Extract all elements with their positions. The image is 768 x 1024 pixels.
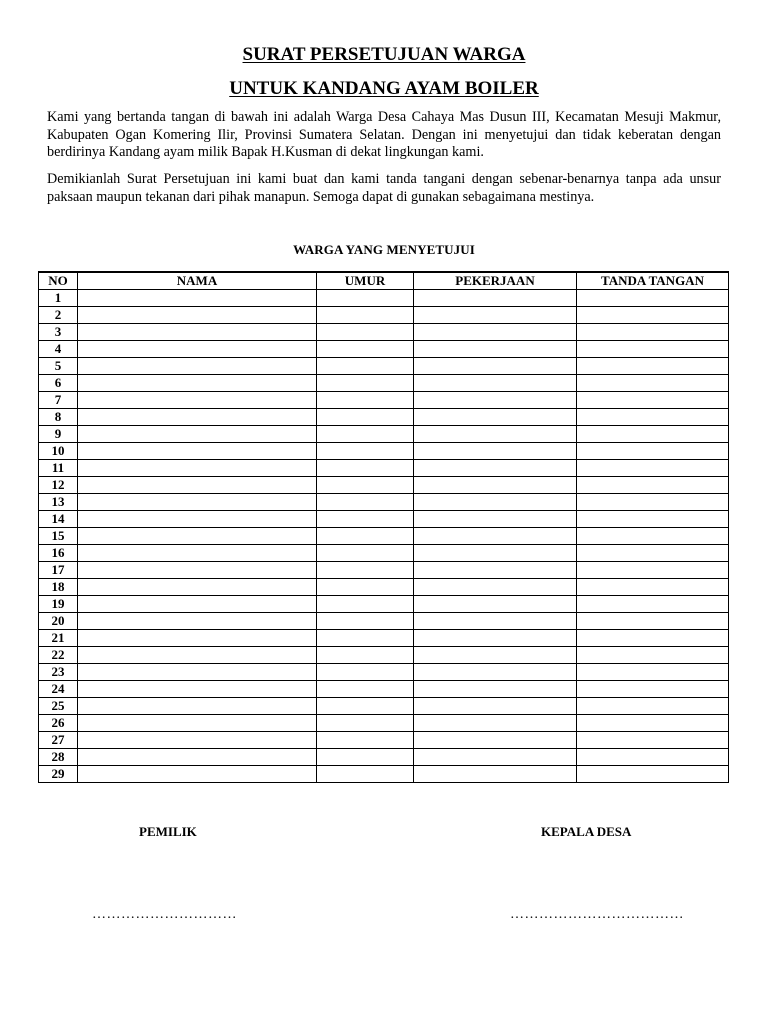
row-number: 16 xyxy=(39,545,78,562)
row-number: 14 xyxy=(39,511,78,528)
tanda-tangan-cell[interactable] xyxy=(577,358,729,375)
umur-cell[interactable] xyxy=(317,715,414,732)
row-number: 2 xyxy=(39,307,78,324)
tanda-tangan-cell[interactable] xyxy=(577,392,729,409)
tanda-tangan-cell[interactable] xyxy=(577,341,729,358)
tanda-tangan-cell[interactable] xyxy=(577,664,729,681)
pekerjaan-cell[interactable] xyxy=(414,358,577,375)
umur-cell[interactable] xyxy=(317,630,414,647)
pekerjaan-cell[interactable] xyxy=(414,307,577,324)
row-number: 5 xyxy=(39,358,78,375)
table-row xyxy=(39,290,729,307)
table-row xyxy=(39,596,729,613)
tanda-tangan-cell[interactable] xyxy=(577,647,729,664)
pekerjaan-cell[interactable] xyxy=(414,409,577,426)
row-number: 4 xyxy=(39,341,78,358)
table-row xyxy=(39,460,729,477)
nama-cell[interactable] xyxy=(78,613,317,630)
row-number: 1 xyxy=(39,290,78,307)
nama-cell[interactable] xyxy=(78,596,317,613)
pekerjaan-cell[interactable] xyxy=(414,375,577,392)
nama-cell[interactable] xyxy=(78,579,317,596)
village-head-signature-line: ……………………………… xyxy=(510,907,684,922)
row-number: 10 xyxy=(39,443,78,460)
tanda-tangan-cell[interactable] xyxy=(577,630,729,647)
pekerjaan-cell[interactable] xyxy=(414,460,577,477)
column-header-pekerjaan: PEKERJAAN xyxy=(414,272,577,290)
table-row xyxy=(39,307,729,324)
pekerjaan-cell[interactable] xyxy=(414,664,577,681)
row-number: 29 xyxy=(39,766,78,783)
umur-cell[interactable] xyxy=(317,732,414,749)
nama-cell[interactable] xyxy=(78,732,317,749)
table-row xyxy=(39,358,729,375)
row-number: 23 xyxy=(39,664,78,681)
table-row xyxy=(39,528,729,545)
pekerjaan-cell[interactable] xyxy=(414,443,577,460)
row-number: 13 xyxy=(39,494,78,511)
umur-cell[interactable] xyxy=(317,460,414,477)
nama-cell[interactable] xyxy=(78,477,317,494)
tanda-tangan-cell[interactable] xyxy=(577,579,729,596)
village-head-label: KEPALA DESA xyxy=(541,824,632,839)
tanda-tangan-cell[interactable] xyxy=(577,409,729,426)
tanda-tangan-cell[interactable] xyxy=(577,698,729,715)
umur-cell[interactable] xyxy=(317,358,414,375)
row-number: 26 xyxy=(39,715,78,732)
row-number: 12 xyxy=(39,477,78,494)
nama-cell[interactable] xyxy=(78,443,317,460)
table-body xyxy=(39,290,729,783)
pekerjaan-cell[interactable] xyxy=(414,749,577,766)
pekerjaan-cell[interactable] xyxy=(414,630,577,647)
table-header-row xyxy=(39,272,729,290)
pekerjaan-cell[interactable] xyxy=(414,545,577,562)
row-number: 8 xyxy=(39,409,78,426)
umur-cell[interactable] xyxy=(317,698,414,715)
umur-cell[interactable] xyxy=(317,681,414,698)
table-row xyxy=(39,375,729,392)
table-row xyxy=(39,511,729,528)
nama-cell[interactable] xyxy=(78,409,317,426)
table-row xyxy=(39,749,729,766)
pekerjaan-cell[interactable] xyxy=(414,579,577,596)
tanda-tangan-cell[interactable] xyxy=(577,324,729,341)
umur-cell[interactable] xyxy=(317,664,414,681)
umur-cell[interactable] xyxy=(317,528,414,545)
column-header-tanda-tangan: TANDA TANGAN xyxy=(577,272,729,290)
row-number: 27 xyxy=(39,732,78,749)
document-subtitle: UNTUK KANDANG AYAM BOILER xyxy=(229,78,539,99)
umur-cell[interactable] xyxy=(317,494,414,511)
pekerjaan-cell[interactable] xyxy=(414,341,577,358)
nama-cell[interactable] xyxy=(78,307,317,324)
umur-cell[interactable] xyxy=(317,613,414,630)
tanda-tangan-cell[interactable] xyxy=(577,307,729,324)
tanda-tangan-cell[interactable] xyxy=(577,460,729,477)
umur-cell[interactable] xyxy=(317,766,414,783)
nama-cell[interactable] xyxy=(78,426,317,443)
resident-approval-table xyxy=(38,271,729,783)
nama-cell[interactable] xyxy=(78,698,317,715)
table-row xyxy=(39,715,729,732)
row-number: 20 xyxy=(39,613,78,630)
table-row xyxy=(39,443,729,460)
tanda-tangan-cell[interactable] xyxy=(577,375,729,392)
umur-cell[interactable] xyxy=(317,426,414,443)
tanda-tangan-cell[interactable] xyxy=(577,596,729,613)
table-row xyxy=(39,477,729,494)
table-row xyxy=(39,562,729,579)
umur-cell[interactable] xyxy=(317,324,414,341)
row-number: 6 xyxy=(39,375,78,392)
table-row xyxy=(39,409,729,426)
umur-cell[interactable] xyxy=(317,392,414,409)
umur-cell[interactable] xyxy=(317,511,414,528)
nama-cell[interactable] xyxy=(78,562,317,579)
table-row xyxy=(39,545,729,562)
column-header-no: NO xyxy=(39,272,78,290)
row-number: 18 xyxy=(39,579,78,596)
nama-cell[interactable] xyxy=(78,494,317,511)
row-number: 17 xyxy=(39,562,78,579)
tanda-tangan-cell[interactable] xyxy=(577,715,729,732)
umur-cell[interactable] xyxy=(317,409,414,426)
owner-signature-line: ………………………… xyxy=(92,907,237,922)
pekerjaan-cell[interactable] xyxy=(414,562,577,579)
nama-cell[interactable] xyxy=(78,749,317,766)
nama-cell[interactable] xyxy=(78,511,317,528)
row-number: 19 xyxy=(39,596,78,613)
table-row xyxy=(39,494,729,511)
row-number: 28 xyxy=(39,749,78,766)
row-number: 22 xyxy=(39,647,78,664)
nama-cell[interactable] xyxy=(78,681,317,698)
table-row xyxy=(39,698,729,715)
tanda-tangan-cell[interactable] xyxy=(577,477,729,494)
pekerjaan-cell[interactable] xyxy=(414,647,577,664)
tanda-tangan-cell[interactable] xyxy=(577,426,729,443)
pekerjaan-cell[interactable] xyxy=(414,426,577,443)
umur-cell[interactable] xyxy=(317,341,414,358)
tanda-tangan-cell[interactable] xyxy=(577,511,729,528)
table-row xyxy=(39,766,729,783)
statement-paragraph: Kami yang bertanda tangan di bawah ini adalah Warga Desa Cahaya Mas Dusun III, Kecamatan Mesuji Makmur, Kabupaten Ogan Komering Ilir, Provinsi Sumatera Selatan. Dengan ini menyetujui dan tidak keberatan dengan berdirinya Kandang ayam milik Bapak H.Kusman di dekat lingkungan kami. xyxy=(47,109,721,160)
nama-cell[interactable] xyxy=(78,324,317,341)
tanda-tangan-cell[interactable] xyxy=(577,749,729,766)
nama-cell[interactable] xyxy=(78,528,317,545)
pekerjaan-cell[interactable] xyxy=(414,392,577,409)
pekerjaan-cell[interactable] xyxy=(414,681,577,698)
tanda-tangan-cell[interactable] xyxy=(577,562,729,579)
nama-cell[interactable] xyxy=(78,375,317,392)
row-number: 25 xyxy=(39,698,78,715)
table-row xyxy=(39,613,729,630)
row-number: 3 xyxy=(39,324,78,341)
pekerjaan-cell[interactable] xyxy=(414,596,577,613)
pekerjaan-cell[interactable] xyxy=(414,698,577,715)
column-header-nama: NAMA xyxy=(78,272,317,290)
tanda-tangan-cell[interactable] xyxy=(577,681,729,698)
table-row xyxy=(39,681,729,698)
tanda-tangan-cell[interactable] xyxy=(577,528,729,545)
table-row xyxy=(39,341,729,358)
nama-cell[interactable] xyxy=(78,290,317,307)
pekerjaan-cell[interactable] xyxy=(414,528,577,545)
table-row xyxy=(39,392,729,409)
tanda-tangan-cell[interactable] xyxy=(577,545,729,562)
table-heading: WARGA YANG MENYETUJUI xyxy=(293,242,475,257)
umur-cell[interactable] xyxy=(317,477,414,494)
pekerjaan-cell[interactable] xyxy=(414,715,577,732)
tanda-tangan-cell[interactable] xyxy=(577,290,729,307)
nama-cell[interactable] xyxy=(78,545,317,562)
umur-cell[interactable] xyxy=(317,596,414,613)
umur-cell[interactable] xyxy=(317,562,414,579)
nama-cell[interactable] xyxy=(78,647,317,664)
row-number: 21 xyxy=(39,630,78,647)
table-row xyxy=(39,426,729,443)
nama-cell[interactable] xyxy=(78,358,317,375)
umur-cell[interactable] xyxy=(317,579,414,596)
nama-cell[interactable] xyxy=(78,766,317,783)
row-number: 7 xyxy=(39,392,78,409)
column-header-umur: UMUR xyxy=(317,272,414,290)
table-row xyxy=(39,324,729,341)
row-number: 11 xyxy=(39,460,78,477)
nama-cell[interactable] xyxy=(78,715,317,732)
document-title: SURAT PERSETUJUAN WARGA xyxy=(242,44,526,65)
umur-cell[interactable] xyxy=(317,749,414,766)
umur-cell[interactable] xyxy=(317,307,414,324)
row-number: 9 xyxy=(39,426,78,443)
pekerjaan-cell[interactable] xyxy=(414,732,577,749)
tanda-tangan-cell[interactable] xyxy=(577,732,729,749)
row-number: 15 xyxy=(39,528,78,545)
pekerjaan-cell[interactable] xyxy=(414,613,577,630)
pekerjaan-cell[interactable] xyxy=(414,477,577,494)
umur-cell[interactable] xyxy=(317,647,414,664)
closing-paragraph: Demikianlah Surat Persetujuan ini kami buat dan kami tanda tangani dengan sebenar-benarnya tanpa ada unsur paksaan maupun tekanan dari pihak manapun. Semoga dapat di gunakan sebagaimana mestinya. xyxy=(47,171,721,205)
nama-cell[interactable] xyxy=(78,460,317,477)
nama-cell[interactable] xyxy=(78,392,317,409)
umur-cell[interactable] xyxy=(317,545,414,562)
table-row xyxy=(39,664,729,681)
tanda-tangan-cell[interactable] xyxy=(577,494,729,511)
tanda-tangan-cell[interactable] xyxy=(577,443,729,460)
nama-cell[interactable] xyxy=(78,630,317,647)
pekerjaan-cell[interactable] xyxy=(414,290,577,307)
owner-label: PEMILIK xyxy=(139,824,197,839)
pekerjaan-cell[interactable] xyxy=(414,324,577,341)
nama-cell[interactable] xyxy=(78,664,317,681)
table-row xyxy=(39,630,729,647)
umur-cell[interactable] xyxy=(317,443,414,460)
tanda-tangan-cell[interactable] xyxy=(577,766,729,783)
row-number: 24 xyxy=(39,681,78,698)
table-row xyxy=(39,579,729,596)
nama-cell[interactable] xyxy=(78,341,317,358)
table-row xyxy=(39,732,729,749)
pekerjaan-cell[interactable] xyxy=(414,511,577,528)
pekerjaan-cell[interactable] xyxy=(414,766,577,783)
tanda-tangan-cell[interactable] xyxy=(577,613,729,630)
umur-cell[interactable] xyxy=(317,290,414,307)
umur-cell[interactable] xyxy=(317,375,414,392)
pekerjaan-cell[interactable] xyxy=(414,494,577,511)
table-row xyxy=(39,647,729,664)
